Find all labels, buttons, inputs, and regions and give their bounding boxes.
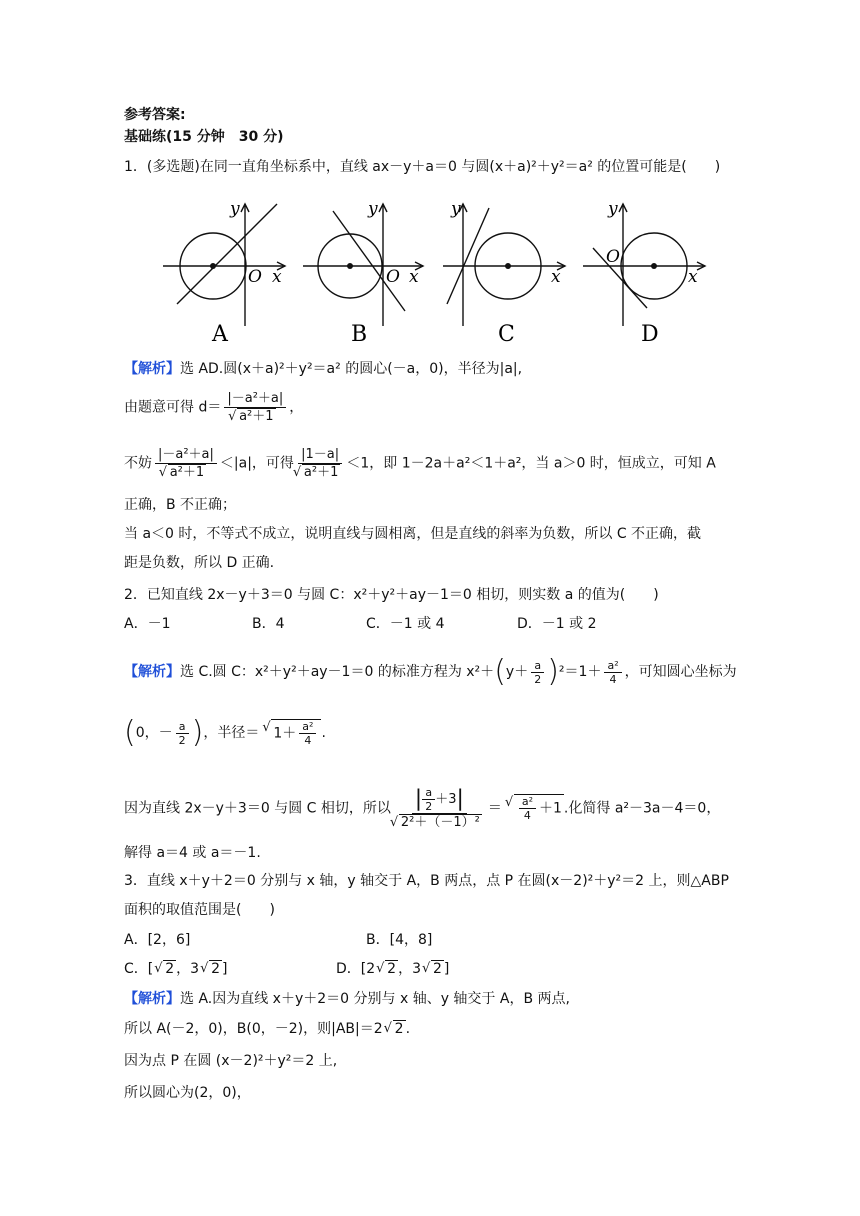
- q1-jiexi-line2: 由题意可得 d＝ |－a²＋a| √ a²＋1 ，: [124, 390, 303, 425]
- diagram-c-y-label: y: [451, 199, 461, 219]
- diagram-a-x-label: x: [272, 267, 282, 287]
- diagram-d-origin: O: [606, 247, 620, 267]
- diagram-c: [443, 204, 565, 326]
- q3-jiexi-line2: 所以 A(－2，0)，B(0，－2)，则|AB|＝2√ 2 .: [124, 1020, 410, 1038]
- diagram-b-y-label: y: [368, 199, 378, 219]
- q1-diagrams: [155, 196, 715, 350]
- q2-jiexi-line2: (0，－ $\frac{a}{2}$ )，半径＝√ 1＋ $\frac{\text{a²}}{4}$ .: [124, 718, 326, 748]
- jiexi-tag: 【解析】: [124, 991, 180, 1007]
- diagram-b-x-label: x: [409, 267, 419, 287]
- diagram-d-x-label: x: [688, 267, 698, 287]
- q2-option-a: A．－1: [124, 616, 171, 632]
- diagram-d-y-label: y: [608, 199, 618, 219]
- q1-jiexi-line4: 正确，B 不正确；: [124, 497, 237, 513]
- q3-option-a: A．[2，6]: [124, 932, 191, 948]
- q3-stem-line1: 3．直线 x＋y＋2＝0 分别与 x 轴，y 轴交于 A，B 两点，点 P 在圆(x－2)²＋y²＝2 上，则△ABP: [124, 873, 729, 889]
- diagram-d: [583, 204, 705, 326]
- q2-option-d: D．－1 或 2: [517, 616, 597, 632]
- jiexi-tag: 【解析】: [124, 361, 180, 377]
- q2-stem: 2．已知直线 2x－y＋3＝0 与圆 C：x²＋y²＋ay－1＝0 相切，则实数 a 的值为( ): [124, 587, 659, 603]
- diagram-b-origin: O: [386, 267, 400, 287]
- diagram-d-label: D: [641, 322, 659, 346]
- q2-option-b: B．4: [252, 616, 285, 632]
- diagram-a-y-label: y: [230, 199, 240, 219]
- q3-option-b: B．[4，8]: [366, 932, 433, 948]
- diagram-a-label: A: [212, 322, 228, 346]
- q3-jiexi-line4: 所以圆心为(2，0)，: [124, 1085, 251, 1101]
- q1-jiexi-line1: 【解析】选 AD.圆(x＋a)²＋y²＝a² 的圆心(－a，0)，半径为|a|,: [124, 361, 523, 377]
- q1-jiexi-line6: 距是负数，所以 D 正确.: [124, 555, 275, 571]
- diagram-a: [163, 204, 285, 326]
- q1-jiexi-line3: 不妨 |－a²＋a| √ a²＋1 ＜|a|，可得 |1－a| √ a²＋1 ＜1，即 1－2a＋a²＜1＋a²，当 a＞0 时，恒成立，可知 A: [124, 446, 716, 481]
- jiexi-tag: 【解析】: [124, 664, 180, 680]
- q1-jiexi-line5: 当 a＜0 时，不等式不成立，说明直线与圆相离，但是直线的斜率为负数，所以 C 不正确，截: [124, 526, 702, 542]
- q2-option-c: C．－1 或 4: [366, 616, 445, 632]
- q2-jiexi-line1: 【解析】选 C.圆 C：x²＋y²＋ay－1＝0 的标准方程为 x²＋(y＋ $\frac{a}{2}$ )²＝1＋ $\frac{\text{a²}}{4}$ ，可知圆心坐标为: [124, 654, 737, 689]
- q3-jiexi-line1: 【解析】选 A.因为直线 x＋y＋2＝0 分别与 x 轴、y 轴交于 A，B 两点,: [124, 991, 570, 1007]
- answer-title: 参考答案:: [124, 107, 186, 123]
- q3-stem-line2: 面积的取值范围是( ): [124, 902, 275, 918]
- diagram-b: [303, 204, 423, 326]
- section-title: 基础练(15 分钟 30 分): [124, 129, 284, 145]
- diagram-c-x-label: x: [551, 267, 561, 287]
- diagram-a-origin: O: [248, 267, 262, 287]
- q3-option-c: C．[√ 2 ，3√ 2 ]: [124, 960, 227, 978]
- q1-stem: 1．(多选题)在同一直角坐标系中，直线 ax－y＋a＝0 与圆(x＋a)²＋y²＝a² 的位置可能是( ): [124, 159, 721, 175]
- q3-jiexi-line3: 因为点 P 在圆 (x－2)²＋y²＝2 上,: [124, 1053, 338, 1069]
- q2-jiexi-line3: 因为直线 2x－y＋3＝0 与圆 C 相切，所以 | $\frac{a}{2}$ ＋3| √ 2²＋（－1）² ＝ √ $\frac{\text{a²}}{4}$ ＋1 .化简得 a²－3a－4＝0，: [124, 786, 720, 831]
- diagram-c-label: C: [498, 322, 515, 346]
- q2-jiexi-line4: 解得 a＝4 或 a＝－1.: [124, 845, 261, 861]
- diagram-b-label: B: [351, 322, 368, 346]
- q3-option-d: D．[2√ 2 ，3√ 2 ]: [336, 960, 449, 978]
